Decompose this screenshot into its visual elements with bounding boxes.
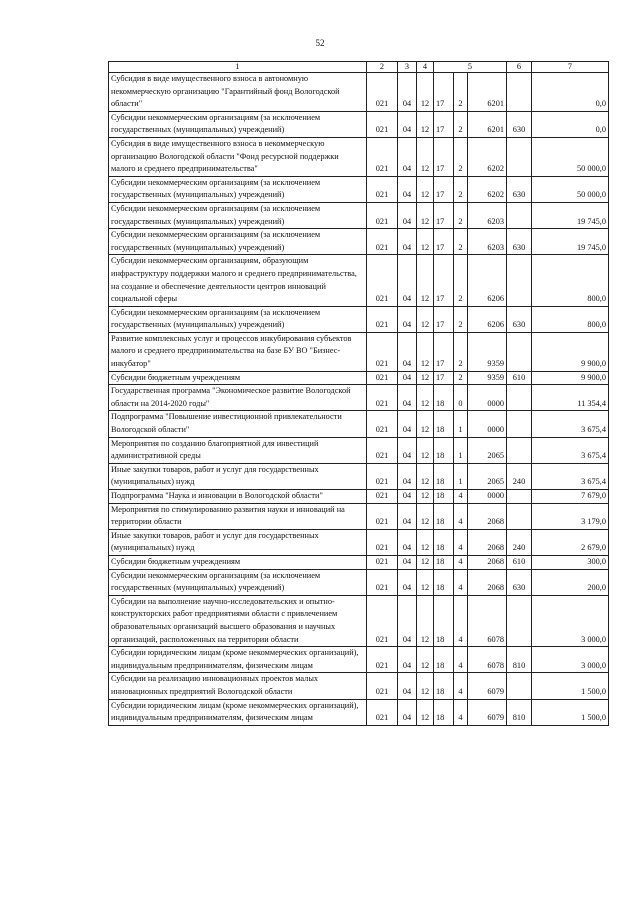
row-section-cell: 04 (398, 385, 417, 411)
row-program-cell: 17 (434, 137, 454, 176)
row-subprogram-cell: 2 (454, 255, 468, 306)
row-subprogram-cell: 4 (454, 647, 468, 673)
row-direction-cell: 9359 (468, 371, 507, 385)
header-col-1: 1 (109, 62, 367, 73)
row-ved-cell: 021 (367, 569, 398, 595)
row-expense-type-cell (507, 202, 532, 228)
row-program-cell: 17 (434, 255, 454, 306)
row-direction-cell: 6079 (468, 673, 507, 699)
row-ved-cell: 021 (367, 255, 398, 306)
row-name-cell: Иные закупки товаров, работ и услуг для государственных (муниципальных) нужд (109, 529, 367, 555)
row-subprogram-cell: 2 (454, 332, 468, 371)
row-ved-cell: 021 (367, 111, 398, 137)
row-subsection-cell: 12 (417, 529, 434, 555)
row-subsection-cell: 12 (417, 569, 434, 595)
row-amount-cell: 1 500,0 (532, 699, 609, 725)
row-ved-cell: 021 (367, 673, 398, 699)
row-name-cell: Субсидии некоммерческим организациям (за исключением государственных (муниципальных) учреждений) (109, 229, 367, 255)
table-row (109, 306, 609, 332)
row-direction-cell: 2068 (468, 555, 507, 569)
row-program-cell: 18 (434, 569, 454, 595)
row-direction-cell: 0000 (468, 385, 507, 411)
row-subsection-cell: 12 (417, 673, 434, 699)
table-row (109, 229, 609, 255)
row-name-cell: Субсидии некоммерческим организациям (за исключением государственных (муниципальных) учреждений) (109, 202, 367, 228)
row-ved-cell: 021 (367, 73, 398, 112)
row-ved-cell: 021 (367, 371, 398, 385)
row-name-cell: Субсидии на выполнение научно-исследовательских и опытно-конструкторских работ предприятиями области с привлечением образовательных организаций высшего образования и научных организаций, расположенных на территории области (109, 595, 367, 646)
row-direction-cell: 0000 (468, 411, 507, 437)
row-subprogram-cell: 1 (454, 437, 468, 463)
row-subprogram-cell: 2 (454, 371, 468, 385)
row-expense-type-cell: 630 (507, 229, 532, 255)
row-direction-cell: 6078 (468, 595, 507, 646)
row-program-cell: 17 (434, 176, 454, 202)
row-name-cell: Субсидия в виде имущественного взноса в автономную некоммерческую организацию "Гарантийный фонд Вологодской области" (109, 73, 367, 112)
table-row (109, 647, 609, 673)
row-direction-cell: 6206 (468, 255, 507, 306)
row-amount-cell: 19 745,0 (532, 229, 609, 255)
row-ved-cell: 021 (367, 699, 398, 725)
row-subsection-cell: 12 (417, 490, 434, 504)
row-subprogram-cell: 4 (454, 673, 468, 699)
row-direction-cell: 6203 (468, 202, 507, 228)
row-section-cell: 04 (398, 411, 417, 437)
row-subsection-cell: 12 (417, 176, 434, 202)
row-name-cell: Государственная программа "Экономическое развитие Вологодской области на 2014-2020 годы" (109, 385, 367, 411)
row-subprogram-cell: 1 (454, 463, 468, 489)
row-name-cell: Субсидии юридическим лицам (кроме некоммерческих организаций), индивидуальным предпринимателям, физическим лицам (109, 647, 367, 673)
row-expense-type-cell (507, 137, 532, 176)
row-subsection-cell: 12 (417, 202, 434, 228)
row-amount-cell: 50 000,0 (532, 176, 609, 202)
row-name-cell: Субсидии бюджетным учреждениям (109, 555, 367, 569)
row-subprogram-cell: 4 (454, 503, 468, 529)
row-program-cell: 17 (434, 306, 454, 332)
row-direction-cell: 6202 (468, 176, 507, 202)
row-amount-cell: 11 354,4 (532, 385, 609, 411)
header-row (109, 62, 609, 73)
row-direction-cell: 6206 (468, 306, 507, 332)
row-program-cell: 18 (434, 437, 454, 463)
row-program-cell: 18 (434, 673, 454, 699)
row-subprogram-cell: 4 (454, 490, 468, 504)
row-amount-cell: 800,0 (532, 306, 609, 332)
row-program-cell: 18 (434, 699, 454, 725)
row-amount-cell: 200,0 (532, 569, 609, 595)
row-ved-cell: 021 (367, 332, 398, 371)
row-subprogram-cell: 1 (454, 411, 468, 437)
row-subsection-cell: 12 (417, 555, 434, 569)
row-amount-cell: 3 675,4 (532, 463, 609, 489)
row-ved-cell: 021 (367, 176, 398, 202)
row-direction-cell: 6202 (468, 137, 507, 176)
row-ved-cell: 021 (367, 463, 398, 489)
table-row (109, 255, 609, 306)
row-subprogram-cell: 2 (454, 306, 468, 332)
row-direction-cell: 6078 (468, 647, 507, 673)
row-expense-type-cell: 630 (507, 306, 532, 332)
row-section-cell: 04 (398, 137, 417, 176)
row-name-cell: Развитие комплексных услуг и процессов инкубирования субъектов малого и среднего предпринимательства на базе БУ ВО "Бизнес-инкубатор" (109, 332, 367, 371)
row-subsection-cell: 12 (417, 73, 434, 112)
row-section-cell: 04 (398, 111, 417, 137)
row-section-cell: 04 (398, 569, 417, 595)
row-expense-type-cell: 610 (507, 371, 532, 385)
row-program-cell: 18 (434, 411, 454, 437)
row-ved-cell: 021 (367, 595, 398, 646)
row-subprogram-cell: 2 (454, 73, 468, 112)
header-col-2: 2 (367, 62, 398, 73)
row-name-cell: Мероприятия по стимулированию развития науки и инноваций на территории области (109, 503, 367, 529)
row-name-cell: Субсидии на реализацию инновационных проектов малых инновационных предприятий Вологодской области (109, 673, 367, 699)
row-section-cell: 04 (398, 73, 417, 112)
row-section-cell: 04 (398, 176, 417, 202)
row-name-cell: Субсидии некоммерческим организациям (за исключением государственных (муниципальных) учреждений) (109, 569, 367, 595)
row-subprogram-cell: 2 (454, 137, 468, 176)
row-amount-cell: 3 179,0 (532, 503, 609, 529)
row-amount-cell: 3 000,0 (532, 647, 609, 673)
row-expense-type-cell: 810 (507, 699, 532, 725)
row-subsection-cell: 12 (417, 463, 434, 489)
row-subsection-cell: 12 (417, 647, 434, 673)
row-subprogram-cell: 2 (454, 176, 468, 202)
table-row (109, 385, 609, 411)
row-program-cell: 18 (434, 529, 454, 555)
table-row (109, 202, 609, 228)
row-section-cell: 04 (398, 229, 417, 255)
row-program-cell: 17 (434, 73, 454, 112)
row-subsection-cell: 12 (417, 332, 434, 371)
table-row (109, 529, 609, 555)
table-row (109, 699, 609, 725)
row-name-cell: Иные закупки товаров, работ и услуг для государственных (муниципальных) нужд (109, 463, 367, 489)
row-section-cell: 04 (398, 202, 417, 228)
row-subprogram-cell: 0 (454, 385, 468, 411)
row-ved-cell: 021 (367, 503, 398, 529)
row-name-cell: Субсидии некоммерческим организациям (за исключением государственных (муниципальных) учреждений) (109, 176, 367, 202)
row-program-cell: 17 (434, 332, 454, 371)
row-section-cell: 04 (398, 437, 417, 463)
row-subsection-cell: 12 (417, 595, 434, 646)
row-ved-cell: 021 (367, 229, 398, 255)
row-expense-type-cell (507, 595, 532, 646)
row-ved-cell: 021 (367, 411, 398, 437)
row-amount-cell: 300,0 (532, 555, 609, 569)
row-name-cell: Субсидии некоммерческим организациям (за исключением государственных (муниципальных) учреждений) (109, 111, 367, 137)
row-ved-cell: 021 (367, 647, 398, 673)
row-name-cell: Субсидии юридическим лицам (кроме некоммерческих организаций), индивидуальным предпринимателям, физическим лицам (109, 699, 367, 725)
table-body (109, 73, 609, 726)
page-number: 52 (315, 38, 325, 48)
row-program-cell: 17 (434, 229, 454, 255)
row-expense-type-cell: 240 (507, 529, 532, 555)
row-program-cell: 17 (434, 202, 454, 228)
row-subsection-cell: 12 (417, 111, 434, 137)
row-program-cell: 18 (434, 595, 454, 646)
row-expense-type-cell (507, 385, 532, 411)
table-row (109, 569, 609, 595)
row-name-cell: Подпрограмма "Наука и инновации в Вологодской области" (109, 490, 367, 504)
row-section-cell: 04 (398, 503, 417, 529)
row-amount-cell: 9 900,0 (532, 371, 609, 385)
table-row (109, 673, 609, 699)
table-row (109, 503, 609, 529)
row-subsection-cell: 12 (417, 371, 434, 385)
row-expense-type-cell (507, 332, 532, 371)
row-section-cell: 04 (398, 371, 417, 385)
row-expense-type-cell: 810 (507, 647, 532, 673)
table-row (109, 411, 609, 437)
row-ved-cell: 021 (367, 385, 398, 411)
row-amount-cell: 3 000,0 (532, 595, 609, 646)
row-amount-cell: 0,0 (532, 73, 609, 112)
row-program-cell: 17 (434, 111, 454, 137)
table-row (109, 463, 609, 489)
budget-table (108, 61, 609, 726)
row-subsection-cell: 12 (417, 385, 434, 411)
row-expense-type-cell (507, 673, 532, 699)
row-program-cell: 18 (434, 385, 454, 411)
row-direction-cell: 2065 (468, 463, 507, 489)
row-amount-cell: 7 679,0 (532, 490, 609, 504)
row-direction-cell: 6203 (468, 229, 507, 255)
row-subprogram-cell: 2 (454, 229, 468, 255)
row-ved-cell: 021 (367, 437, 398, 463)
row-subsection-cell: 12 (417, 503, 434, 529)
row-subsection-cell: 12 (417, 411, 434, 437)
table-row (109, 371, 609, 385)
header-col-3: 3 (398, 62, 417, 73)
table-row (109, 437, 609, 463)
row-subsection-cell: 12 (417, 306, 434, 332)
row-expense-type-cell: 630 (507, 111, 532, 137)
row-section-cell: 04 (398, 490, 417, 504)
row-section-cell: 04 (398, 647, 417, 673)
row-section-cell: 04 (398, 255, 417, 306)
table-row (109, 490, 609, 504)
row-direction-cell: 0000 (468, 490, 507, 504)
row-ved-cell: 021 (367, 555, 398, 569)
row-expense-type-cell (507, 255, 532, 306)
row-name-cell: Мероприятия по созданию благоприятной для инвестиций административной среды (109, 437, 367, 463)
row-expense-type-cell (507, 490, 532, 504)
row-name-cell: Субсидия в виде имущественного взноса в некоммерческую организацию Вологодской области "Фонд ресурсной поддержки малого и среднего предпринимательства" (109, 137, 367, 176)
row-subprogram-cell: 2 (454, 111, 468, 137)
table-row (109, 595, 609, 646)
row-expense-type-cell (507, 73, 532, 112)
row-section-cell: 04 (398, 673, 417, 699)
row-subprogram-cell: 4 (454, 529, 468, 555)
row-amount-cell: 3 675,4 (532, 411, 609, 437)
row-name-cell: Субсидии некоммерческим организациям, образующим инфраструктуру поддержки малого и среднего предпринимательства, на создание и обеспечение деятельности центров инноваций социальной сферы (109, 255, 367, 306)
row-expense-type-cell: 630 (507, 176, 532, 202)
row-direction-cell: 2068 (468, 529, 507, 555)
row-direction-cell: 6079 (468, 699, 507, 725)
row-ved-cell: 021 (367, 306, 398, 332)
row-amount-cell: 19 745,0 (532, 202, 609, 228)
row-subsection-cell: 12 (417, 699, 434, 725)
row-ved-cell: 021 (367, 202, 398, 228)
row-subsection-cell: 12 (417, 437, 434, 463)
row-subprogram-cell: 4 (454, 595, 468, 646)
row-direction-cell: 2068 (468, 569, 507, 595)
row-section-cell: 04 (398, 555, 417, 569)
row-program-cell: 18 (434, 490, 454, 504)
row-direction-cell: 6201 (468, 111, 507, 137)
header-col-4: 4 (417, 62, 434, 73)
row-direction-cell: 6201 (468, 73, 507, 112)
row-amount-cell: 0,0 (532, 111, 609, 137)
row-subprogram-cell: 4 (454, 569, 468, 595)
table-row (109, 137, 609, 176)
row-name-cell: Подпрограмма "Повышение инвестиционной привлекательности Вологодской области" (109, 411, 367, 437)
row-program-cell: 18 (434, 647, 454, 673)
row-ved-cell: 021 (367, 137, 398, 176)
header-col-7: 7 (532, 62, 609, 73)
row-subprogram-cell: 2 (454, 202, 468, 228)
row-amount-cell: 2 679,0 (532, 529, 609, 555)
header-col-6: 6 (507, 62, 532, 73)
row-section-cell: 04 (398, 699, 417, 725)
row-subprogram-cell: 4 (454, 699, 468, 725)
table-row (109, 111, 609, 137)
row-direction-cell: 2065 (468, 437, 507, 463)
row-amount-cell: 50 000,0 (532, 137, 609, 176)
row-expense-type-cell (507, 411, 532, 437)
row-program-cell: 17 (434, 371, 454, 385)
row-section-cell: 04 (398, 306, 417, 332)
row-section-cell: 04 (398, 332, 417, 371)
row-direction-cell: 9359 (468, 332, 507, 371)
header-col-5: 5 (434, 62, 507, 73)
row-section-cell: 04 (398, 529, 417, 555)
row-direction-cell: 2068 (468, 503, 507, 529)
row-section-cell: 04 (398, 595, 417, 646)
row-amount-cell: 9 900,0 (532, 332, 609, 371)
table-row (109, 555, 609, 569)
row-expense-type-cell: 630 (507, 569, 532, 595)
table-row (109, 332, 609, 371)
row-program-cell: 18 (434, 463, 454, 489)
row-program-cell: 18 (434, 555, 454, 569)
row-program-cell: 18 (434, 503, 454, 529)
row-amount-cell: 800,0 (532, 255, 609, 306)
table-row (109, 73, 609, 112)
table-row (109, 176, 609, 202)
row-expense-type-cell: 610 (507, 555, 532, 569)
row-amount-cell: 1 500,0 (532, 673, 609, 699)
row-expense-type-cell: 240 (507, 463, 532, 489)
row-ved-cell: 021 (367, 490, 398, 504)
row-ved-cell: 021 (367, 529, 398, 555)
row-name-cell: Субсидии бюджетным учреждениям (109, 371, 367, 385)
row-section-cell: 04 (398, 463, 417, 489)
row-expense-type-cell (507, 437, 532, 463)
row-name-cell: Субсидии некоммерческим организациям (за исключением государственных (муниципальных) учреждений) (109, 306, 367, 332)
row-subsection-cell: 12 (417, 229, 434, 255)
row-amount-cell: 3 675,4 (532, 437, 609, 463)
row-subsection-cell: 12 (417, 255, 434, 306)
row-expense-type-cell (507, 503, 532, 529)
row-subprogram-cell: 4 (454, 555, 468, 569)
row-subsection-cell: 12 (417, 137, 434, 176)
